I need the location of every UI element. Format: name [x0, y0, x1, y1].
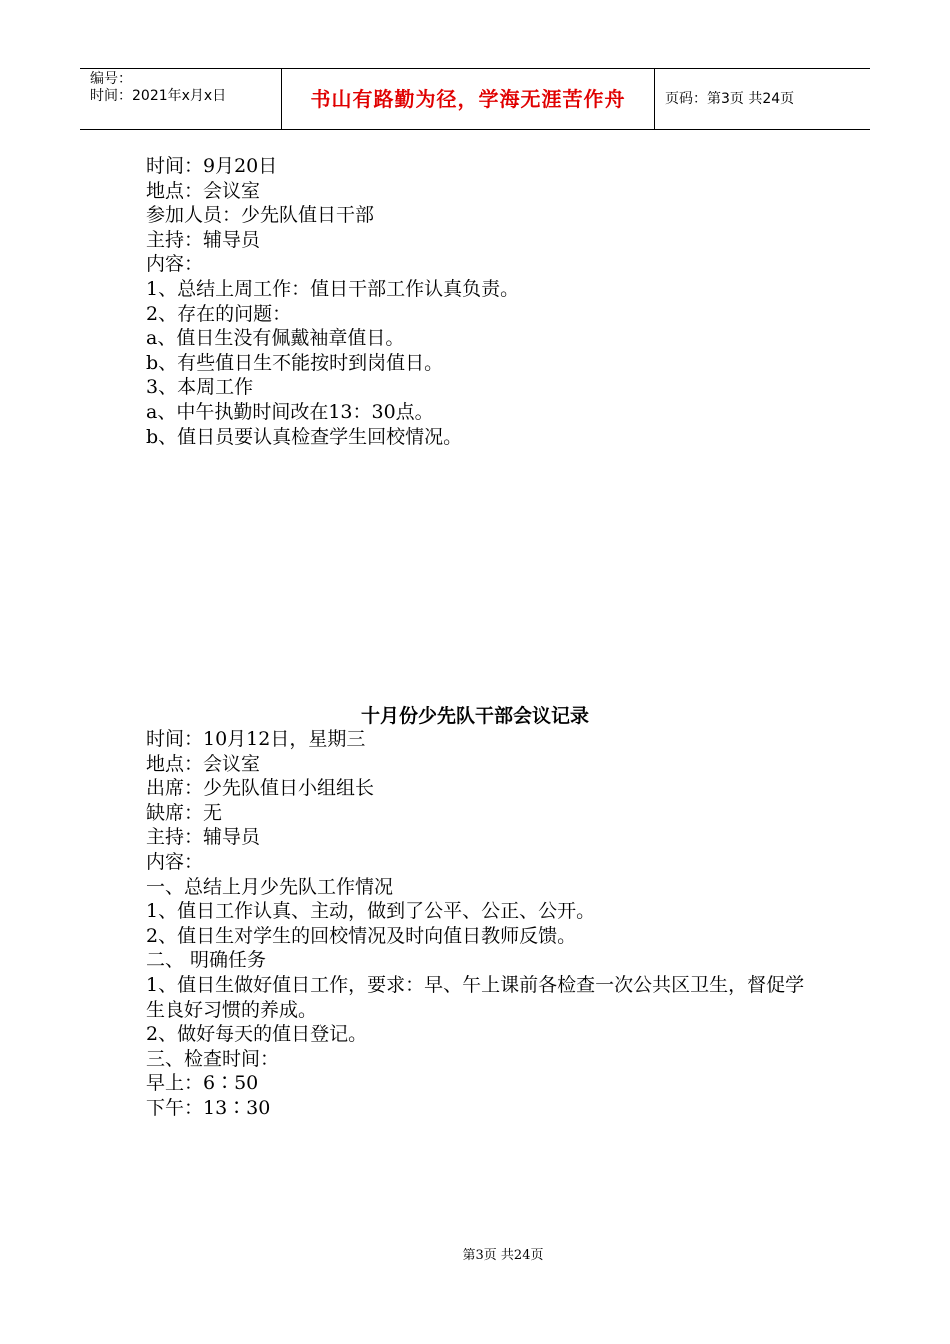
meeting2-host: 主持：辅导员: [146, 826, 261, 849]
header-date-label: 时间：2021年x月x日: [90, 88, 227, 104]
meeting2-item: 1、值日工作认真、主动，做到了公平、公正、公开。: [146, 900, 596, 923]
meeting2-item: 2、值日生对学生的回校情况及时向值日教师反馈。: [146, 924, 577, 947]
meeting1-item: 3、本周工作: [146, 376, 254, 399]
meeting2-content-label: 内容：: [146, 850, 204, 873]
meeting2-morning-time: 早上：6∶50: [146, 1072, 259, 1095]
meeting2-absent: 缺席：无: [146, 801, 223, 824]
meeting2-afternoon-time: 下午：13∶30: [146, 1096, 271, 1119]
meeting1-item: 2、存在的问题：: [146, 302, 292, 325]
meeting1-time: 时间：9月20日: [146, 155, 278, 177]
meeting1-location: 地点：会议室: [146, 179, 261, 202]
meeting1-item: 1、总结上周工作：值日干部工作认真负责。: [146, 277, 520, 300]
meeting1-item: a、值日生没有佩戴袖章值日。: [146, 327, 405, 350]
meeting2-item: 2、做好每天的值日登记。: [146, 1023, 368, 1046]
meeting2-item: 一、总结上月少先队工作情况: [146, 875, 394, 898]
meeting2-title: 十月份少先队干部会议记录: [360, 705, 589, 727]
header-motto: 书山有路勤为径，学海无涯苦作舟: [310, 87, 626, 111]
meeting1-attendees: 参加人员：少先队值日干部: [146, 204, 375, 227]
meeting1-content-label: 内容：: [146, 253, 204, 276]
meeting2-item: 三、检查时间：: [146, 1047, 280, 1070]
meeting2-item: 二、 明确任务: [146, 949, 267, 972]
meeting2-item: 1、值日生做好值日工作，要求：早、午上课前各检查一次公共区卫生，督促学生良好习惯的养成。: [146, 973, 805, 1021]
page-header: [80, 68, 870, 130]
meeting1-record: [146, 154, 816, 449]
meeting1-host: 主持：辅导员: [146, 228, 261, 251]
header-divider: [654, 69, 655, 129]
meeting1-item: a、中午执勤时间改在13：30点。: [146, 400, 434, 423]
page-footer: 第3页 共24页: [462, 1248, 544, 1263]
header-meta: [80, 69, 280, 129]
header-code-label: 编号：: [90, 71, 132, 87]
meeting2-present: 出席：少先队值日小组组长: [146, 777, 375, 800]
meeting2-location: 地点：会议室: [146, 752, 261, 775]
meeting2-time: 时间：10月12日，星期三: [146, 728, 366, 750]
meeting1-item: b、值日员要认真检查学生回校情况。: [146, 425, 463, 448]
meeting2-record: [146, 727, 816, 1121]
meeting1-item: b、有些值日生不能按时到岗值日。: [146, 351, 444, 374]
header-page-info: 页码：第3页 共24页: [665, 91, 795, 107]
